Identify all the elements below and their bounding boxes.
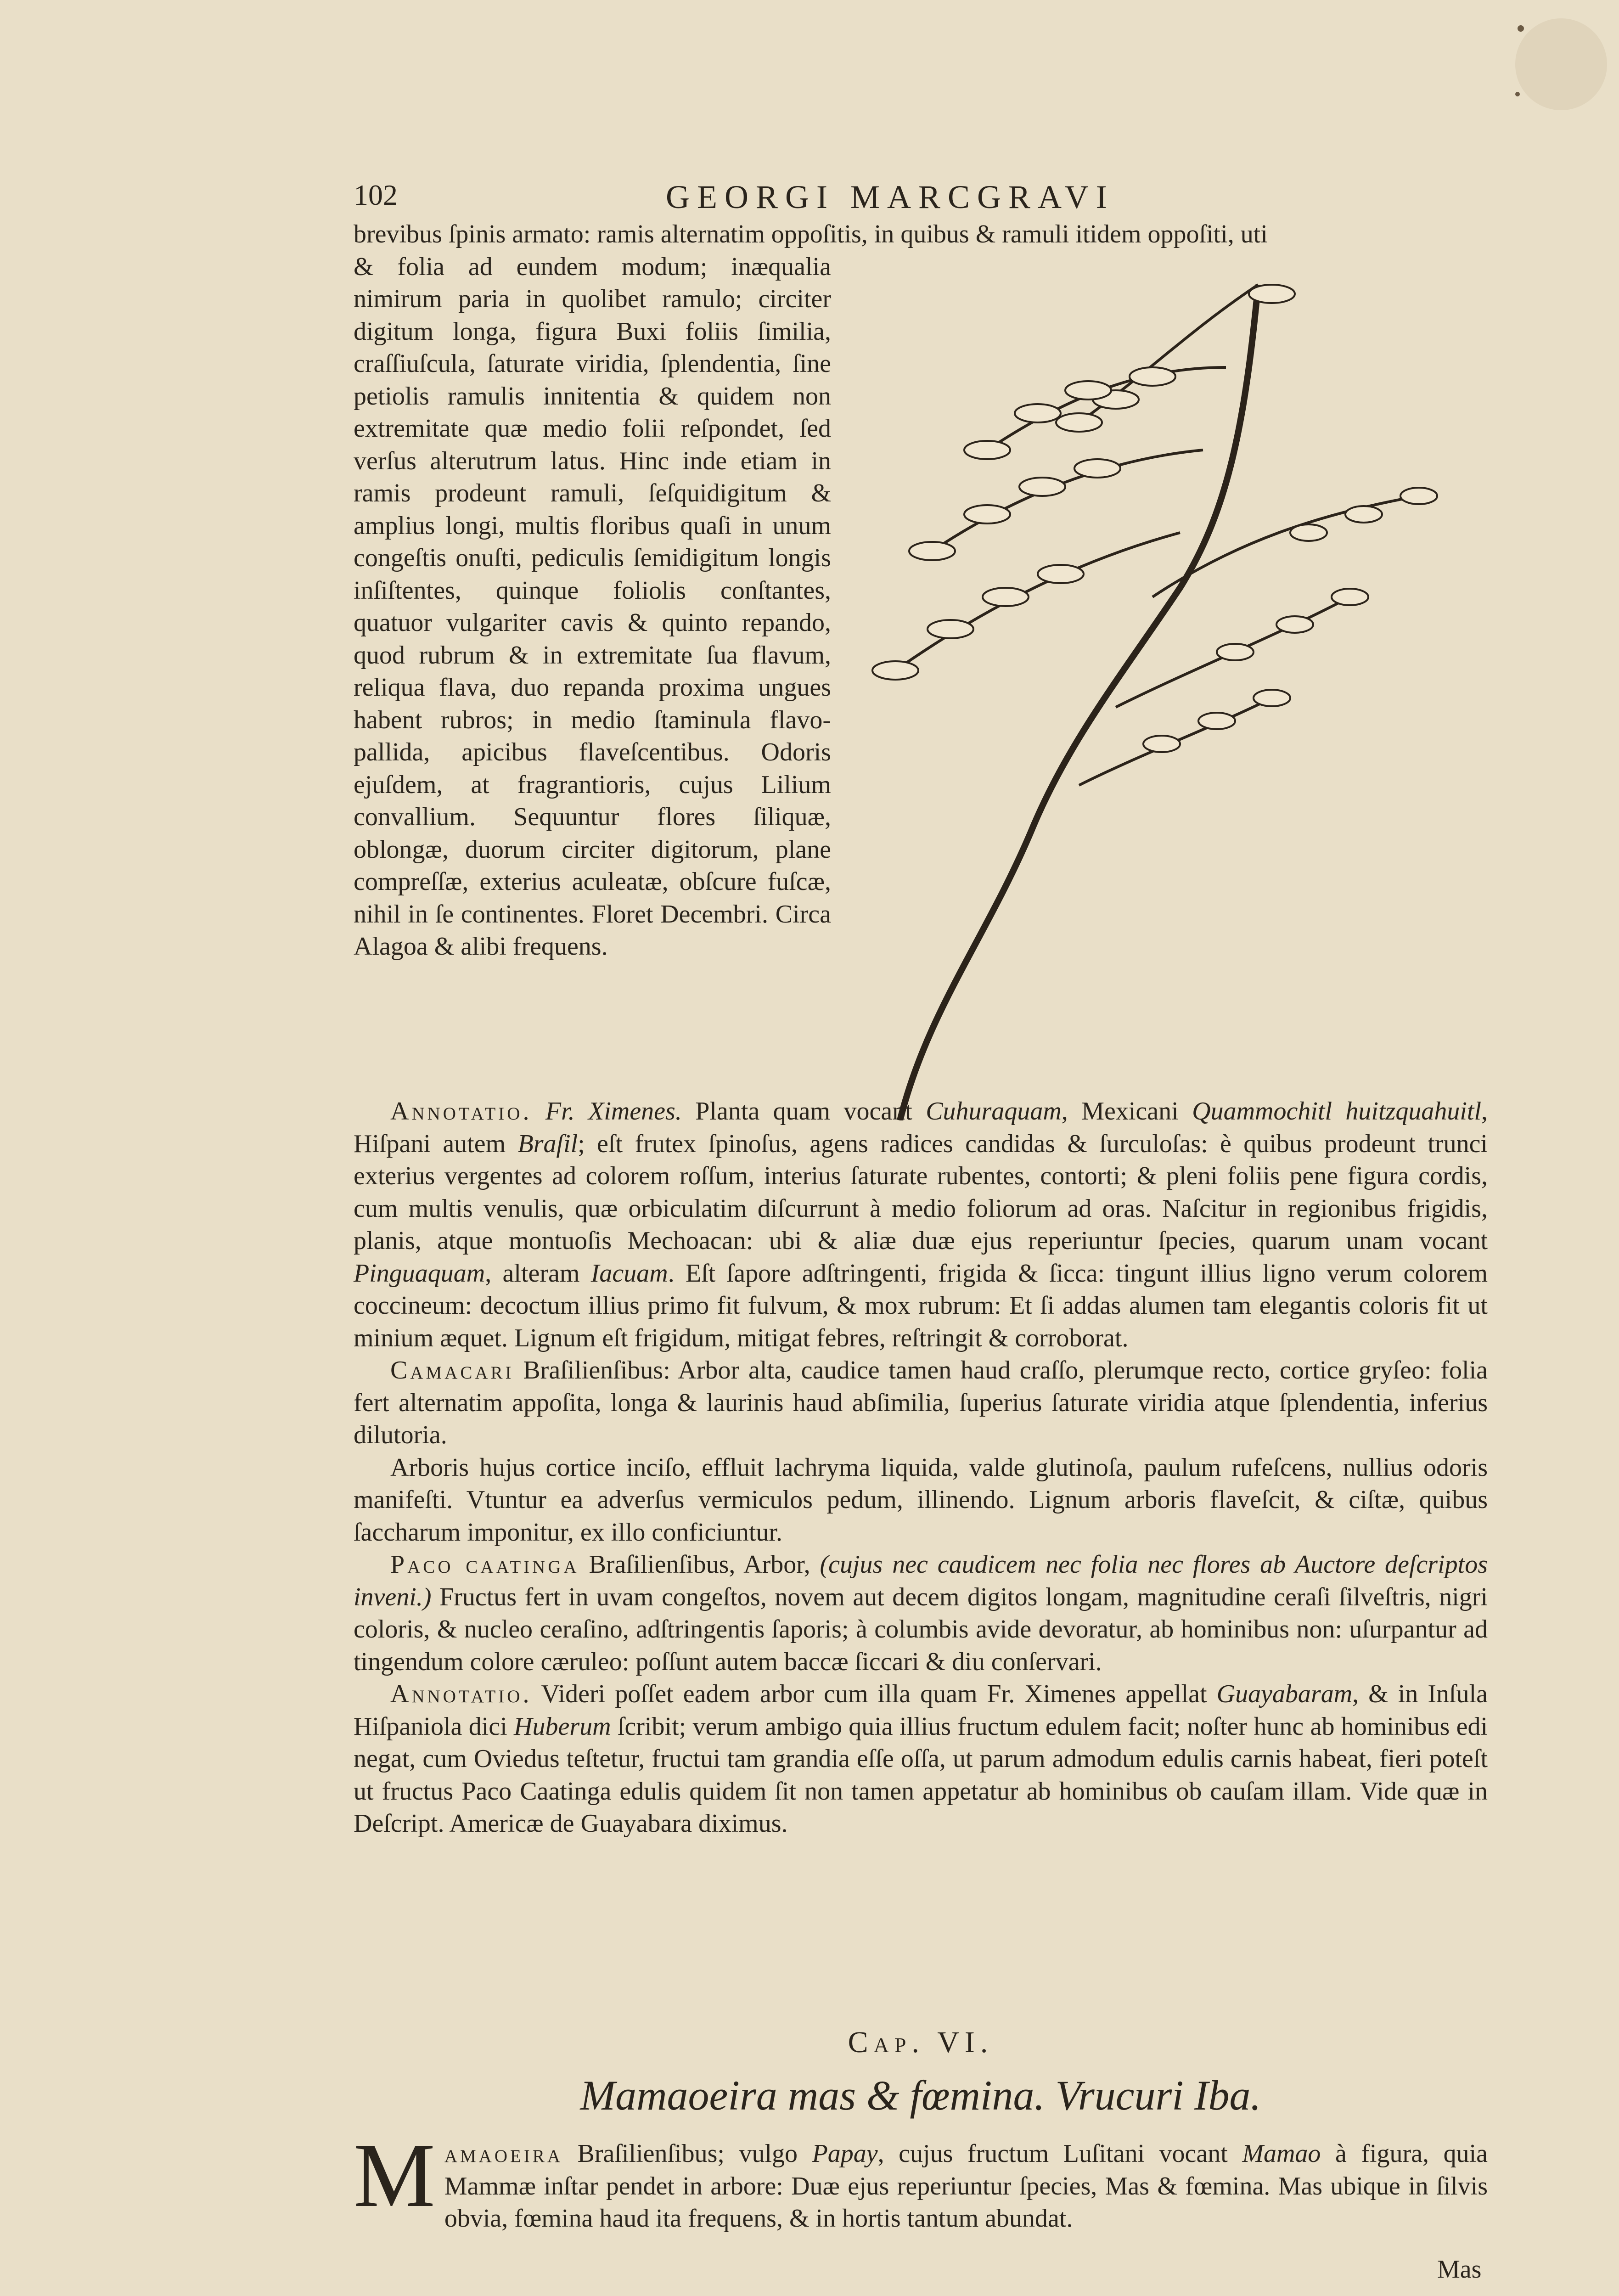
page-number: 102 xyxy=(354,179,398,211)
chapter-opening-paragraph: Mamaoeira Braſilienſibus; vulgo Papay, cujus fructum Luſitani vocant Mamao à figura, quia Mammæ inſtar pendet in arbore: Duæ ejus reperiuntur ſpecies, Mas & fœmina. Mas ubique in ſilvis obvia, fœmina haud ita frequens, & in hortis tantum abundat. xyxy=(354,2125,1488,2233)
chapter-title: Mamaoeira mas & fœmina. Vrucuri Iba. xyxy=(580,2072,1261,2119)
chapter-label: Cap. VI. xyxy=(848,2026,994,2059)
running-head: GEORGI MARCGRAVI xyxy=(666,179,1114,215)
ink-speck xyxy=(1518,25,1524,32)
ink-speck xyxy=(1515,92,1520,96)
first-line: brevibus ſpinis armato: ramis alternatim oppoſitis, in quibus & ramuli itidem oppoſiti, uti xyxy=(354,220,1268,248)
wide-text-block xyxy=(354,1095,1488,1840)
annotation-ximenes: Annotatio. Fr. Ximenes. Planta quam vocant Cuhuraquam, Mexicani Quammochitl huitzquahuitl, Hiſpani autem Braſil; eſt frutex ſpinoſus, agens radices candidas & ſurculoſas: è quibus prodeunt trunci exterius vergentes ad colorem roſſum, interius ſaturate rubentes, contorti; & pleni foliis pene figura cordis, cum multis venulis, quæ orbiculatim diſcurrunt à medio foliorum ad oras. Naſcitur in regionibus frigidis, planis, atque montuoſis Mechoacan: ubi & aliæ duæ ejus reperiuntur ſpecies, quarum unam vocant Pinguaquam, alteram Iacuam. Eſt ſapore adſtringenti, frigida & ſicca: tingunt illius ligno verum colorem coccineum: decoctum illius primo fit fulvum, & mox rubrum: Et ſi addas alumen tam elegantis coloris fit ut minium æquet. Lignum eſt frigidum, mitigat febres, reſtringit & corroborat. xyxy=(354,1097,1488,1352)
camacari-entry: Camacari Braſilienſibus: Arbor alta, caudice tamen haud craſſo, plerumque recto, cortice gryſeo: folia fert alternatim appoſita, longa & laurinis haud abſimilia, ſuperius ſaturate viridia atque ſplendentia, inferius dilutoria. xyxy=(354,1356,1488,1449)
paco-caatinga-entry: Paco caatinga Braſilienſibus, Arbor, (cujus nec caudicem nec folia nec flores ab Auctore deſcriptos inveni.) Fructus fert in uvam congeſtos, novem aut decem digitos longam, magnitudine ceraſi ſilveſtris, nigri coloris, & nucleo ceraſino, adſtringentis ſaporis; à columbis avide devoratur, ab hominibus non: uſurpantur ad tingendum colore cæruleo: poſſunt autem baccæ ſiccari & diu conſervari. xyxy=(354,1550,1488,1676)
drop-cap: M xyxy=(354,2125,435,2226)
narrow-text-column xyxy=(354,218,831,963)
annotation-guayabara: Annotatio. Videri poſſet eadem arbor cum illa quam Fr. Ximenes appellat Guayabaram, & in Inſula Hiſpaniola dici Huberum ſcribit; verum ambigo quia illius fructum edulem facit; noſter hunc ab hominibus edi negat, cum Oviedus teſtetur, fructui tam grandia eſſe oſſa, ut parum admodum edulis carnis habeat, fieri poteſt ut fructus Paco Caatinga edulis quidem ſit non tamen appetatur ab hominibus ob cauſam illam. Vide quæ in Deſcript. Americæ de Guayabara diximus. xyxy=(354,1680,1488,1838)
page-header xyxy=(354,178,1483,215)
paper-stain xyxy=(1515,18,1607,110)
plant-description: & folia ad eundem modum; inæqualia nimirum paria in quolibet ramulo; circiter digitum longa, figura Buxi foliis ſimilia, craſſiuſcula, ſaturate viridia, ſplendentia, ſine petiolis ramulis innitentia & quidem non extremitate quæ medio folii reſpondet, ſed verſus alterutrum latus. Hinc inde etiam in ramis prodeunt ramuli, ſeſquidigitum & amplius longi, multis floribus quaſi in unum congeſtis onuſti, pediculis ſemidigitum longis inſiſtentes, quinque foliolis conſtantes, quatuor vulgariter cavis & quinto repando, quod rubrum & in extremitate ſua flavum, reliqua flava, duo repanda proxima ungues habent rubros; in medio ſtaminula flavo-pallida, apicibus flaveſcentibus. Odoris ejuſdem, at fragrantioris, cujus Lilium convallium. Sequuntur flores ſiliquæ, oblongæ, duorum circiter digitorum, plane compreſſæ, exterius aculeatæ, obſcure fuſcæ, nihil in ſe continentes. Floret Decembri. Circa Alagoa & alibi frequens. xyxy=(354,252,831,961)
catchword: Mas xyxy=(1437,2255,1482,2284)
camacari-entry-2: Arboris hujus cortice inciſo, effluit lachryma liquida, valde glutinoſa, paulum rufeſcens, nullius odoris manifeſti. Vtuntur ea adverſus vermiculos pedum, illinendo. Lignum arboris flaveſcit, & ciſtæ, quibus ſaccharum imponitur, ex illo conficiuntur. xyxy=(354,1453,1488,1547)
plant-engraving xyxy=(822,257,1501,1120)
